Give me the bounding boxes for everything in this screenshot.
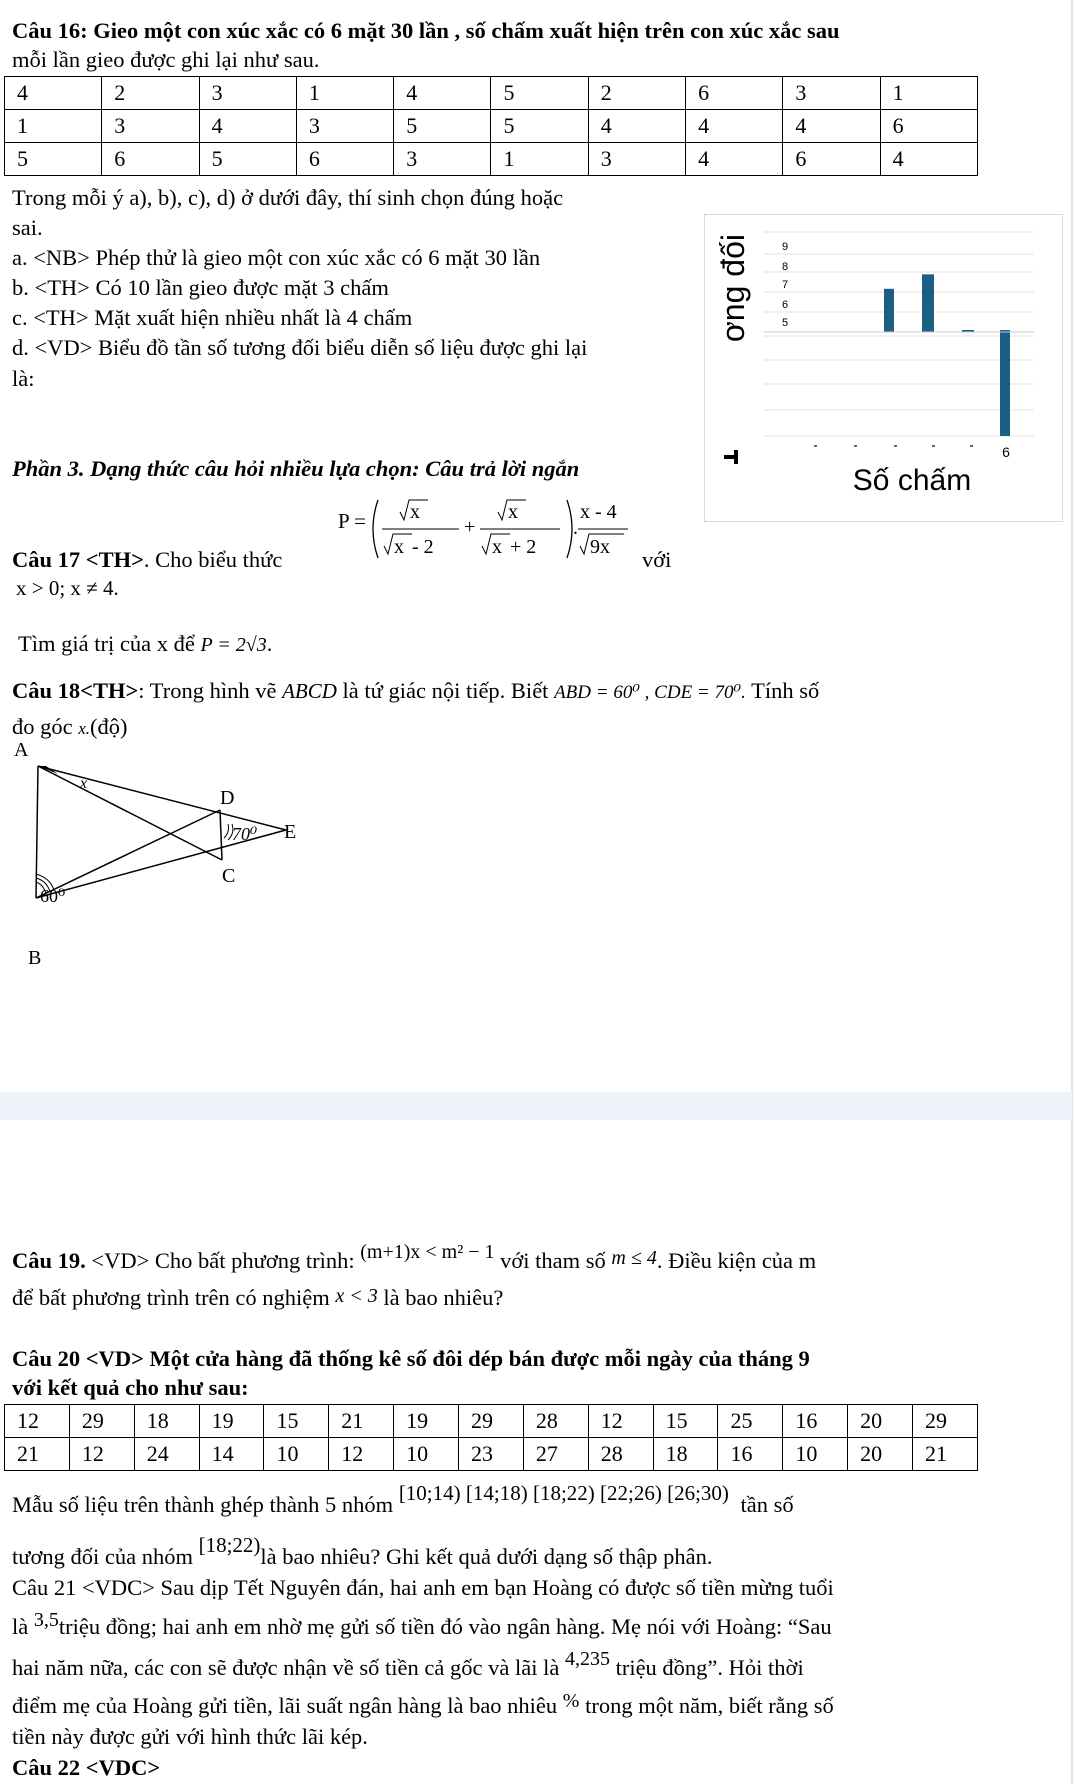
table-cell: 4 [5, 77, 102, 110]
table-cell: 5 [491, 110, 588, 143]
table-cell: 1 [491, 143, 588, 176]
q17-condition [16, 576, 119, 601]
table-cell: 12 [588, 1405, 653, 1438]
table-row [5, 1438, 978, 1471]
line-BD [36, 810, 220, 898]
chart-xtick-fragment [814, 445, 817, 447]
q21-t4: triệu đồng”. Hỏi thời [615, 1655, 804, 1680]
q17-find-period: . [266, 631, 273, 656]
table-cell: 29 [913, 1405, 978, 1438]
q18-abcd: ABCD [282, 679, 337, 703]
table-cell: 4 [199, 110, 296, 143]
table-cell: 6 [686, 77, 783, 110]
q17-paren-left [373, 500, 378, 558]
q18-label: Câu 18<TH> [12, 678, 139, 703]
label-D: D [220, 787, 235, 809]
table-cell: 6 [783, 143, 880, 176]
q20-groups: [10;14) [14;18) [18;22) [22;26) [26;30) [398, 1481, 729, 1505]
table-cell: 4 [686, 143, 783, 176]
table-cell: 27 [523, 1438, 588, 1471]
q17-dot: . [573, 517, 578, 539]
q17-den-2-rest: + 2 [510, 536, 537, 558]
q21-t2: triệu đồng; hai anh em nhờ mẹ gửi số tiền đó vào ngân hàng. Mẹ nói với Hoàng: “Sau [58, 1614, 832, 1639]
q17-target: P = 2√3 [200, 634, 267, 656]
table-cell: 21 [329, 1405, 394, 1438]
table-cell: 12 [69, 1438, 134, 1471]
table-cell: 6 [880, 110, 977, 143]
table-cell: 16 [783, 1405, 848, 1438]
q21-line3 [12, 1648, 804, 1684]
page-break-band [0, 1092, 1072, 1120]
q17-den-1-rest: - 2 [412, 536, 434, 558]
line-AC [38, 766, 222, 860]
table-cell: 4 [588, 110, 685, 143]
table-cell: 3 [394, 143, 491, 176]
table-cell: 23 [459, 1438, 524, 1471]
table-cell: 4 [686, 110, 783, 143]
table-cell: 4 [783, 110, 880, 143]
table-cell: 21 [913, 1438, 978, 1471]
table-cell: 1 [5, 110, 102, 143]
chart-xtick-fragment [854, 445, 857, 447]
q16-option-c: c. <TH> Mặt xuất hiện nhiều nhất là 4 chấm [12, 305, 413, 330]
chart-xtick-fragment [894, 445, 897, 447]
q19-solution: x < 3 [335, 1285, 378, 1307]
label-B: B [28, 947, 42, 969]
q17-num-2: x [508, 501, 518, 523]
table-row [5, 77, 978, 110]
chart-ytick-label: 9 [782, 241, 789, 253]
table-cell: 25 [718, 1405, 783, 1438]
q17-formula [338, 494, 638, 564]
table-cell: 4 [880, 143, 977, 176]
chart-xlabel: Số chấm [852, 464, 972, 497]
relative-frequency-chart [704, 214, 1064, 524]
q21-line2 [12, 1609, 832, 1643]
q19-line2 [12, 1283, 503, 1314]
table-cell: 28 [588, 1438, 653, 1471]
q21-percent: % [562, 1690, 580, 1712]
q17-num-1: x [410, 501, 420, 523]
chart-ytick-label: 8 [782, 261, 789, 273]
table-cell: 18 [134, 1405, 199, 1438]
table-cell: 18 [653, 1438, 718, 1471]
table-cell: 3 [199, 77, 296, 110]
q22-label: Câu 22 <VDC> [12, 1755, 161, 1780]
q18-geometry-figure [10, 738, 330, 978]
q18-unit: (độ) [90, 714, 128, 739]
label-C: C [222, 865, 236, 887]
q21-line1 [12, 1573, 834, 1602]
q17-den-2-x: x [492, 536, 502, 558]
table-row [5, 110, 978, 143]
table-cell: 29 [69, 1405, 134, 1438]
q19-line1 [12, 1241, 817, 1277]
table-row [5, 1405, 978, 1438]
q18-text3: Tính số [751, 678, 820, 703]
table-cell: 5 [491, 77, 588, 110]
chart-xtick-6: 6 [1002, 444, 1010, 460]
q17-paren-right [567, 500, 572, 558]
q17-find [18, 629, 272, 660]
chart-xtick-fragment [932, 445, 935, 447]
q16-option-b: b. <TH> Có 10 lần gieo được mặt 3 chấm [12, 275, 389, 300]
label-x: x [80, 775, 88, 792]
chart-xtick-fragment [970, 445, 973, 447]
label-70: 70⁰ [232, 824, 258, 844]
table-cell: 20 [848, 1405, 913, 1438]
q16-instruction: Trong mỗi ý a), b), c), d) ở dưới đây, thí sinh chọn đúng hoặc [12, 185, 564, 210]
table-cell: 14 [199, 1438, 264, 1471]
table-cell: 12 [329, 1438, 394, 1471]
q20-t3: tương đối của nhóm [12, 1544, 193, 1569]
q20-line4 [12, 1533, 713, 1572]
chart-gridlines [764, 232, 1034, 436]
chart-ytick-label: 7 [782, 279, 789, 291]
q16-option-d-2: là: [12, 366, 35, 391]
q16-line2: mỗi lần gieo được ghi lại như sau. [12, 47, 320, 72]
q19-inequality: (m+1)x < m² − 1 [360, 1241, 495, 1263]
table-cell: 24 [134, 1438, 199, 1471]
q21-value-1: 3,5 [33, 1609, 59, 1631]
table-cell: 20 [848, 1438, 913, 1471]
q19-t2: với tham số [500, 1248, 606, 1273]
table-cell: 15 [653, 1405, 718, 1438]
table-cell: 10 [394, 1438, 459, 1471]
line-DC [220, 810, 222, 860]
q17-formula-p: P = [338, 509, 366, 533]
table-cell: 12 [5, 1405, 70, 1438]
q17-num-3: x - 4 [580, 501, 617, 523]
table-cell: 1 [880, 77, 977, 110]
q17-den-3: 9x [590, 536, 610, 558]
q20-t4: là bao nhiêu? Ghi kết quả dưới dạng số thập phân. [260, 1544, 713, 1569]
q18-angles: ABD = 60⁰ , CDE = 70⁰. [554, 682, 746, 703]
q16-text: Câu 16: Gieo một con xúc xắc có 6 mặt 30 lần , số chấm xuất hiện trên con xúc xắc sau [12, 18, 840, 43]
q17-text: . Cho biểu thức [143, 547, 283, 572]
table-cell: 28 [523, 1405, 588, 1438]
q21-t6: trong một năm, biết rằng số [585, 1693, 834, 1718]
chart-ylabel: ơng đối [715, 234, 751, 343]
table-cell: 15 [264, 1405, 329, 1438]
table-cell: 1 [296, 77, 393, 110]
q17-label: Câu 17 <TH> [12, 547, 144, 572]
chart-ytick-label: 5 [782, 317, 789, 329]
part3-title: Phần 3. Dạng thức câu hỏi nhiều lựa chọn: Câu trả lời ngắn [12, 456, 580, 481]
table-cell: 5 [5, 143, 102, 176]
q21-value-2: 4,235 [564, 1648, 610, 1670]
q17-condition-text: x > 0; x ≠ 4 [16, 576, 114, 600]
q17-condition-period: . [113, 576, 119, 600]
q20-line1: Câu 20 <VD> Một cửa hàng đã thống kê số đôi dép bán được mỗi ngày của tháng 9 [12, 1346, 810, 1371]
q21-t5: điểm mẹ của Hoàng gửi tiền, lãi suất ngân hàng là bao nhiêu [12, 1693, 558, 1718]
table-cell: 5 [394, 110, 491, 143]
table-cell: 6 [296, 143, 393, 176]
table-cell: 3 [296, 110, 393, 143]
q20-group: [18;22) [198, 1533, 261, 1557]
q20-t2: tần số [740, 1492, 794, 1517]
q17-find-text: Tìm giá trị của x để [18, 631, 195, 656]
q20-line2: với kết quả cho như sau: [12, 1375, 249, 1400]
table-cell: 6 [102, 143, 199, 176]
chart-ytick-label: 6 [782, 299, 789, 311]
q19-t1: <VD> Cho bất phương trình: [85, 1248, 355, 1273]
q16-line1 [12, 16, 839, 45]
q16-option-a: a. <NB> Phép thử là gieo một con xúc xắc có 6 mặt 30 lần [12, 245, 541, 270]
line-AE [38, 766, 286, 830]
label-E: E [284, 821, 297, 843]
q17-with: với [642, 547, 672, 572]
q19-label: Câu 19. [12, 1248, 86, 1273]
table-cell: 3 [588, 143, 685, 176]
table-cell: 10 [783, 1438, 848, 1471]
table-row [5, 143, 978, 176]
table-cell: 10 [264, 1438, 329, 1471]
q18-text1: : Trong hình vẽ [138, 678, 277, 703]
table-cell: 16 [718, 1438, 783, 1471]
table-cell: 2 [588, 77, 685, 110]
q19-t3: . Điều kiện của m [656, 1248, 817, 1273]
page-right-border [1071, 0, 1073, 1784]
q18-text2: là tứ giác nội tiếp. Biết [342, 678, 549, 703]
chart-bar [884, 289, 894, 332]
angle-arc-70-1 [224, 824, 229, 838]
q16-instruction-2: sai. [12, 215, 43, 240]
q18-xvar: x. [78, 719, 91, 738]
q19-condition: m ≤ 4 [611, 1247, 657, 1269]
table-cell: 21 [5, 1438, 70, 1471]
table-cell: 5 [199, 143, 296, 176]
table-cell: 19 [199, 1405, 264, 1438]
chart-bar [922, 274, 934, 332]
q18-text4: đo góc [12, 714, 73, 739]
label-60: 60⁰ [40, 886, 66, 906]
q20-line3 [12, 1481, 794, 1520]
chart-bar [1000, 330, 1010, 436]
q17-line [12, 545, 282, 574]
table-cell: 29 [459, 1405, 524, 1438]
q17-plus: + [464, 516, 476, 538]
q18-line1 [12, 676, 819, 707]
table-cell: 3 [102, 110, 199, 143]
q20-data-table [4, 1404, 978, 1471]
q21-line4 [12, 1691, 834, 1722]
label-A: A [14, 739, 29, 761]
q21-t3: hai năm nữa, các con sẽ được nhận về số tiền cả gốc và lãi là [12, 1655, 560, 1680]
chart-bars [764, 274, 1034, 447]
q17-den-1-x: x [394, 536, 404, 558]
q21-line5: tiền này được gửi với hình thức lãi kép. [12, 1724, 368, 1749]
q20-t1: Mẫu số liệu trên thành ghép thành 5 nhóm [12, 1492, 394, 1517]
table-cell: 4 [394, 77, 491, 110]
q16-option-d: d. <VD> Biểu đồ tần số tương đối biểu diễn số liệu được ghi lại [12, 335, 588, 360]
q21-la: là [12, 1614, 29, 1639]
q21-label-text: Câu 21 <VDC> Sau dịp Tết Nguyên đán, hai anh em bạn Hoàng có được số tiền mừng tuổi [12, 1575, 834, 1600]
table-cell: 3 [783, 77, 880, 110]
table-cell: 19 [394, 1405, 459, 1438]
table-cell: 2 [102, 77, 199, 110]
q17-formula-svg [338, 494, 638, 564]
q19-t4: để bất phương trình trên có nghiệm [12, 1285, 330, 1310]
q19-t5: là bao nhiêu? [383, 1285, 504, 1310]
q16-data-table [4, 76, 978, 176]
